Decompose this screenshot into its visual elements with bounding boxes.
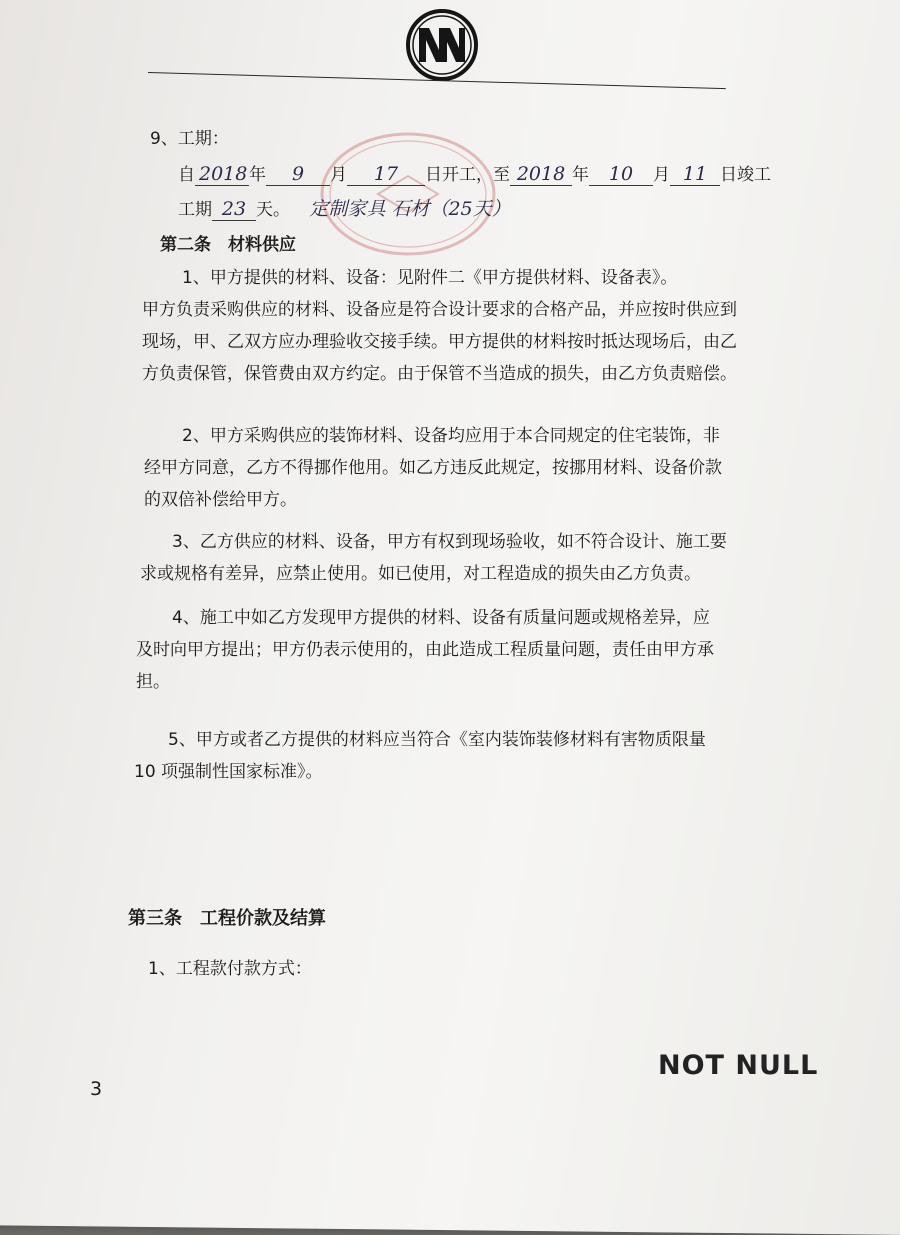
- month-label-2: 月: [653, 165, 670, 185]
- paragraph-line: 方负责保管，保管费由双方约定。由于保管不当造成的损失，由乙方负责赔偿。: [142, 364, 737, 384]
- article-2-item-5: [134, 724, 706, 788]
- paragraph-line: 现场，甲、乙双方应办理验收交接手续。甲方提供的材料按时抵达现场后，由乙: [142, 332, 737, 352]
- end-suffix: 日竣工: [720, 165, 771, 185]
- month-label: 月: [330, 165, 347, 185]
- start-suffix: 日开工，至: [425, 165, 510, 185]
- construction-period-line: [178, 160, 771, 186]
- duration-label: 工期: [178, 200, 212, 220]
- handwritten-note: 定制家具 石材（25天）: [309, 198, 511, 220]
- paragraph-line: 3、乙方供应的材料、设备，甲方有权到现场验收，如不符合设计、施工要: [172, 532, 727, 552]
- end-day-value: 11: [670, 163, 720, 186]
- paragraph-line: 4、施工中如乙方发现甲方提供的材料、设备有质量问题或规格差异，应: [172, 608, 710, 628]
- paragraph-line: 10 项强制性国家标准》。: [134, 762, 323, 782]
- paragraph-line: 担。: [136, 672, 170, 692]
- nn-logo-icon: [405, 8, 479, 82]
- start-month-value: 9: [266, 163, 330, 186]
- paragraph-line: 的双倍补偿给甲方。: [144, 490, 297, 510]
- article-2-item-4: [136, 602, 714, 698]
- duration-suffix: 天。: [256, 200, 290, 220]
- duration-value: 23: [212, 198, 256, 221]
- duration-line: [178, 194, 511, 221]
- paragraph-line: 经甲方同意，乙方不得挪作他用。如乙方违反此规定，按挪用材料、设备价款: [144, 458, 722, 478]
- start-day-value: 17: [347, 163, 425, 186]
- article-2-item-3: [140, 526, 727, 590]
- article-3-item-1: 1、工程款付款方式：: [148, 959, 312, 979]
- end-month-value: 10: [589, 163, 653, 186]
- article-3-heading: 第三条 工程价款及结算: [128, 908, 326, 929]
- page-number: 3: [90, 1078, 103, 1100]
- paragraph-line: 求或规格有差异，应禁止使用。如已使用，对工程造成的损失由乙方负责。: [140, 564, 701, 584]
- year-label-2: 年: [572, 165, 589, 185]
- article-2-item-1: [142, 262, 737, 390]
- article-2-item-2: [144, 420, 722, 516]
- paragraph-line: 1、甲方提供的材料、设备：见附件二《甲方提供材料、设备表》。: [182, 268, 678, 288]
- article-2-heading: 第二条 材料供应: [160, 235, 296, 255]
- paragraph-line: 及时向甲方提出；甲方仍表示使用的，由此造成工程质量问题，责任由甲方承: [136, 640, 714, 660]
- paragraph-line: 5、甲方或者乙方提供的材料应当符合《室内装饰装修材料有害物质限量: [168, 730, 706, 750]
- period-from-label: 自: [178, 165, 195, 185]
- end-year-value: 2018: [510, 163, 572, 186]
- brand-wordmark: NOT NULL: [658, 1050, 819, 1081]
- paragraph-line: 2、甲方采购供应的装饰材料、设备均应用于本合同规定的住宅装饰，非: [182, 426, 720, 446]
- paragraph-line: 甲方负责采购供应的材料、设备应是符合设计要求的合格产品，并应按时供应到: [142, 300, 737, 320]
- year-label: 年: [249, 165, 266, 185]
- start-year-value: 2018: [195, 163, 249, 186]
- section-9-title: 9、工期：: [150, 129, 229, 149]
